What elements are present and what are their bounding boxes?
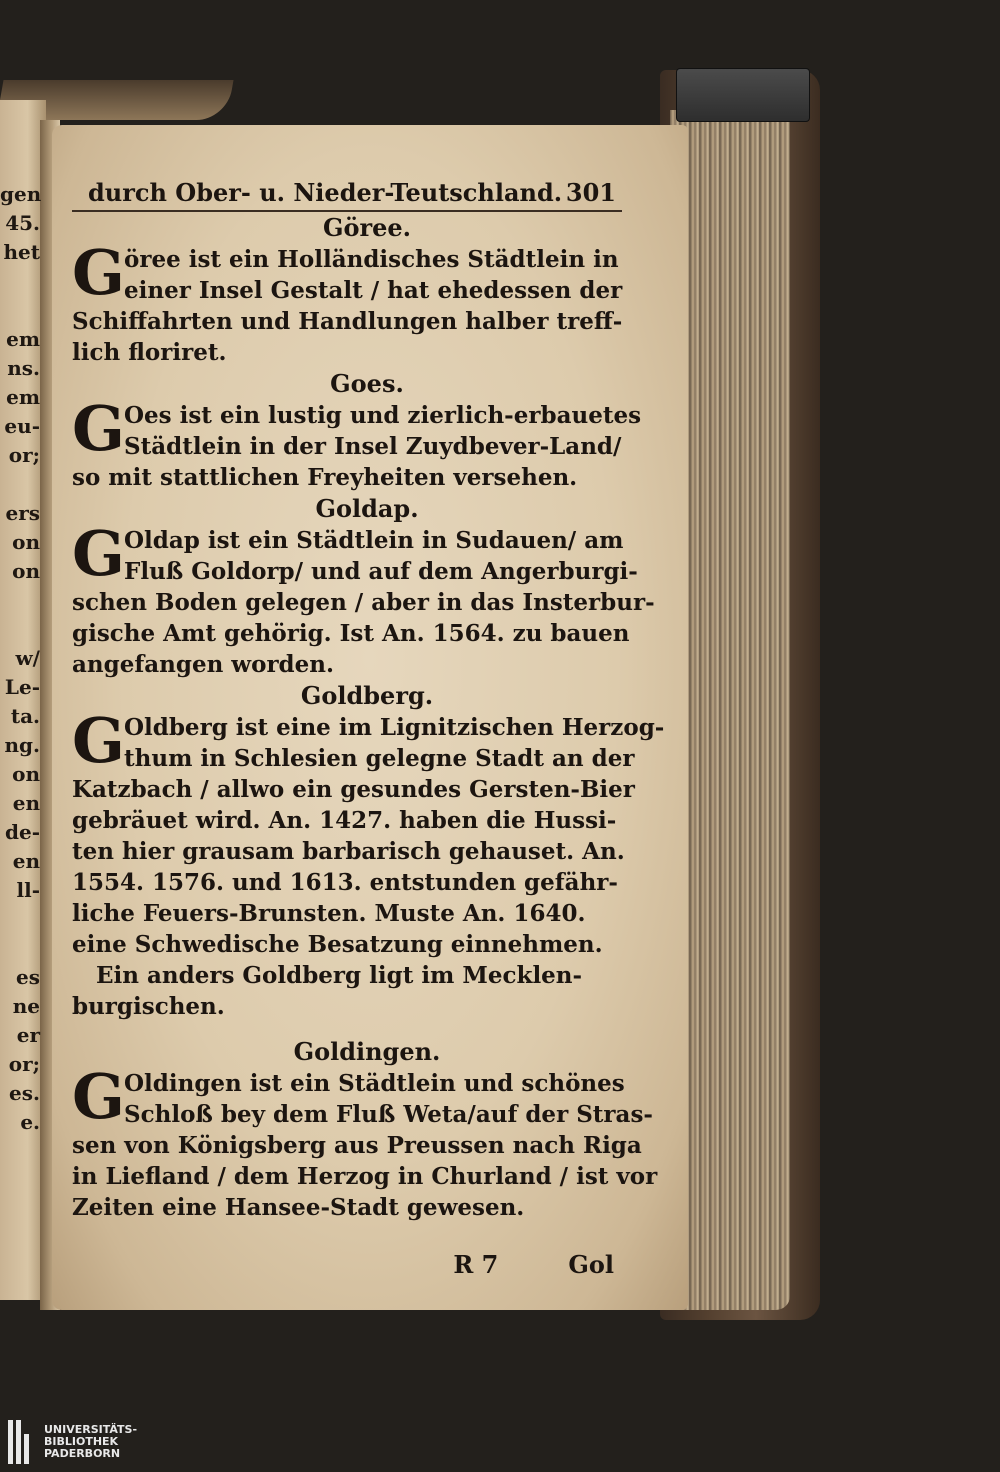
page-block-edges [670, 110, 790, 1310]
entry-paragraph [72, 704, 665, 960]
left-margin-fragment [0, 586, 42, 615]
text-line: Oldap ist ein Städtlein in Sudauen/ am [124, 527, 624, 554]
text-line: in Liefland / dem Herzog in Churland / ist vor [72, 1163, 658, 1190]
text-line: 1554. 1576. und 1613. entstunden gefähr- [72, 869, 618, 896]
text-line: öree ist ein Holländisches Städtlein in [124, 246, 619, 273]
left-margin-fragment [0, 905, 42, 934]
drop-cap: G [72, 236, 125, 309]
drop-cap: G [72, 1060, 125, 1133]
left-margin-fragment: ns. [7, 356, 40, 380]
text-line: schen Boden gelegen / aber in das Insterbur- [72, 589, 655, 616]
text-line: angefangen worden. [72, 651, 335, 678]
text-line: lich floriret. [72, 339, 227, 366]
left-margin-fragment [0, 934, 42, 963]
left-margin-fragment: er [16, 1023, 40, 1047]
left-margin-fragment: eu- [4, 414, 40, 438]
text-line: Ein anders Goldberg ligt im Mecklen- [96, 962, 583, 989]
entry-title: Goldingen. [293, 1037, 441, 1066]
text-line: gebräuet wird. An. 1427. haben die Hussi- [72, 807, 617, 834]
logo-line-2: BIBLIOTHEK [44, 1435, 119, 1448]
text-line: einer Insel Gestalt / hat ehedessen der [124, 277, 623, 304]
left-margin-fragment: de- [4, 820, 40, 844]
text-line: so mit stattlichen Freyheiten versehen. [72, 464, 578, 491]
left-margin-fragment [0, 296, 42, 325]
left-margin-fragment: w/ [15, 646, 40, 670]
left-margin-fragment: ta. [10, 704, 40, 728]
left-margin-fragment: ne [12, 994, 40, 1018]
left-margin-fragment: em [6, 327, 40, 351]
left-margin-fragment [0, 267, 42, 296]
left-margin-fragment: en [12, 849, 40, 873]
signature-mark: R 7 [453, 1250, 499, 1279]
left-margin-fragment [0, 470, 42, 499]
entry-title: Goes. [330, 369, 404, 398]
text-line: gische Amt gehörig. Ist An. 1564. zu bauen [72, 620, 630, 647]
left-margin-fragment: or; [8, 443, 40, 467]
left-margin-fragment: ers [5, 501, 40, 525]
left-margin-fragment: ng. [4, 733, 40, 757]
left-margin-fragment: en [12, 791, 40, 815]
left-margin-fragment: on [12, 559, 40, 583]
text-line: Zeiten eine Hansee-Stadt gewesen. [72, 1194, 525, 1221]
running-header [72, 176, 622, 212]
left-margin-fragment: on [12, 530, 40, 554]
library-logo-text [44, 1424, 137, 1460]
text-line: Katzbach / allwo ein gesundes Gersten-Bier [72, 776, 635, 803]
text-line: sen von Königsberg aus Preussen nach Riga [72, 1132, 642, 1159]
text-line: Oldingen ist ein Städtlein und schönes [124, 1070, 625, 1097]
left-margin-fragment: or; [8, 1052, 40, 1076]
entry-paragraph [72, 236, 623, 368]
text-line: eine Schwedische Besatzung einnehmen. [72, 931, 603, 958]
left-margin-fragment: 45. [5, 211, 40, 235]
logo-line-3: PADERBORN [44, 1447, 121, 1460]
text-line: ten hier grausam barbarisch gehauset. An. [72, 838, 625, 865]
drop-cap: G [72, 517, 125, 590]
library-logo-icon [8, 1420, 34, 1464]
entry-title: Goldap. [315, 494, 419, 523]
text-line: thum in Schlesien gelegne Stadt an der [124, 745, 635, 772]
entry-note [72, 960, 622, 1022]
text-line: Fluß Goldorp/ und auf dem Angerburgi- [124, 558, 638, 585]
drop-cap: G [72, 392, 125, 465]
text-line: Städtlein in der Insel Zuydbever-Land/ [124, 433, 622, 460]
left-margin-fragment: on [12, 762, 40, 786]
left-margin-fragment: e. [20, 1110, 40, 1134]
page-footer [72, 1249, 622, 1281]
catchword: Gol [568, 1250, 614, 1279]
text-line: Schloß bey dem Fluß Weta/auf der Stras- [124, 1101, 653, 1128]
entry-paragraph [72, 392, 642, 493]
left-page-margin-text [0, 180, 42, 1137]
left-margin-fragment: ll- [16, 878, 40, 902]
left-margin-fragment: Le- [4, 675, 40, 699]
left-margin-fragment: em [6, 385, 40, 409]
running-title: durch Ober- u. Nieder-Teutschland. [88, 178, 563, 207]
entry-title: Goldberg. [300, 681, 434, 710]
metal-clasp [676, 68, 810, 122]
entry-paragraph [72, 517, 655, 680]
left-margin-fragment: es [16, 965, 40, 989]
text-line: liche Feuers-Brunsten. Muste An. 1640. [72, 900, 586, 927]
entries [72, 212, 665, 1223]
drop-cap: G [72, 704, 125, 777]
left-margin-fragment: het [3, 240, 40, 264]
text-line: burgischen. [72, 993, 225, 1020]
page-text [72, 176, 665, 1281]
logo-line-1: UNIVERSITÄTS- [44, 1423, 138, 1436]
left-margin-fragment [0, 615, 42, 644]
entry-title: Göree. [322, 213, 412, 242]
entry-paragraph [72, 1060, 658, 1223]
text-line: Oes ist ein lustig und zierlich-erbauetes [124, 402, 642, 429]
text-line: Schiffahrten und Handlungen halber treff- [72, 308, 623, 335]
left-margin-fragment: es. [9, 1081, 40, 1105]
text-line: Oldberg ist eine im Lignitzischen Herzog- [124, 714, 665, 741]
page-number: 301 [565, 178, 616, 207]
left-margin-fragment: gen [0, 182, 42, 206]
library-logo [0, 1412, 160, 1472]
